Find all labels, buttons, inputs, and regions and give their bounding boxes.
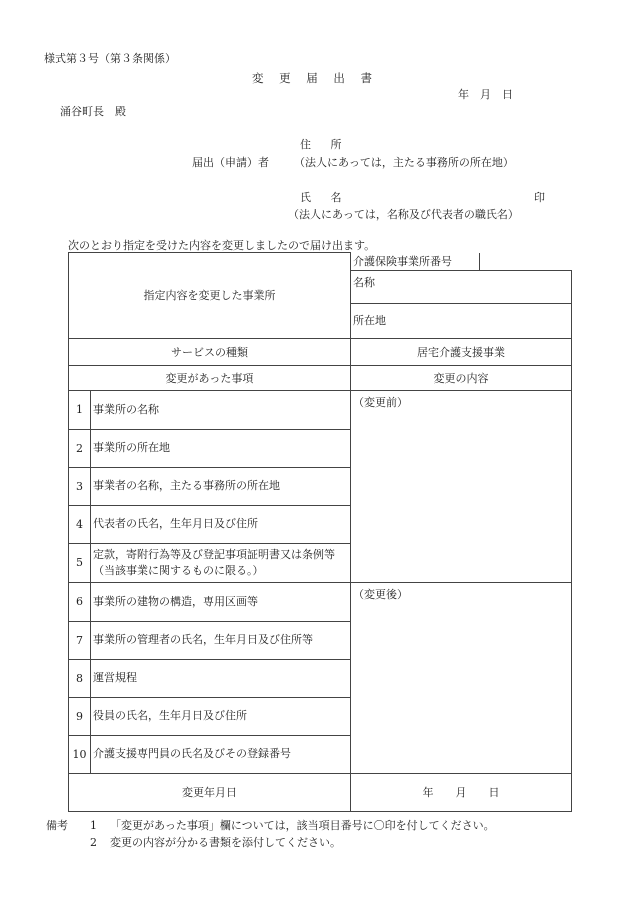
form-number: 様式第３号（第３条関係）	[44, 52, 176, 65]
addressee: 涌谷町長 殿	[60, 105, 126, 118]
note-number: 1	[90, 819, 97, 832]
service-type-value: 居宅介護支援事業	[351, 338, 572, 365]
item-number[interactable]: 5	[69, 543, 91, 582]
item-label: 事業所の管理者の氏名，生年月日及び住所等	[91, 621, 351, 659]
office-number-cell	[351, 253, 572, 271]
item-number[interactable]: 6	[69, 582, 91, 621]
item-number[interactable]: 9	[69, 697, 91, 735]
item-label: 事業所の名称	[91, 390, 351, 429]
office-location-cell[interactable]	[351, 303, 572, 338]
service-type-label: サービスの種類	[69, 338, 351, 365]
item-number[interactable]: 2	[69, 429, 91, 467]
office-header: 指定内容を変更した事業所	[143, 289, 276, 303]
document-title: 変 更 届 出 書	[251, 71, 379, 85]
item-number[interactable]: 4	[69, 505, 91, 543]
item-number[interactable]: 8	[69, 659, 91, 697]
item-number[interactable]: 7	[69, 621, 91, 659]
name-note: （法人にあっては，名称及び代表者の職氏名）	[288, 208, 519, 221]
note-number: 2	[90, 836, 97, 849]
submission-date: 年 月 日	[458, 88, 513, 101]
item-label: 役員の氏名，生年月日及び住所	[91, 697, 351, 735]
office-number-label: 介護保険事業所番号	[351, 253, 480, 270]
office-header-cell	[69, 253, 351, 339]
applicant-label: 届出（申請）者	[192, 156, 269, 169]
office-name-label: 名称	[353, 275, 375, 289]
note-text: 「変更があった事項」欄については，該当項目番号に〇印を付してください。	[110, 819, 495, 832]
item-label: 事業所の所在地	[91, 429, 351, 467]
seal-mark: 印	[534, 191, 545, 204]
change-date-value[interactable]: 年 月 日	[351, 773, 572, 811]
before-change-cell[interactable]	[351, 390, 572, 582]
change-date-label: 変更年月日	[69, 773, 351, 811]
item-number[interactable]: 3	[69, 467, 91, 505]
note-text: 変更の内容が分かる書類を添付してください。	[110, 836, 341, 849]
after-change-cell[interactable]	[351, 582, 572, 773]
notes-label: 備考	[46, 819, 68, 832]
item-label: 定款，寄附行為等及び登記事項証明書又は条例等（当該事業に関するものに限る。）	[91, 543, 351, 582]
change-form-table	[68, 252, 572, 812]
intro-text: 次のとおり指定を受けた内容を変更しましたので届け出ます。	[68, 239, 376, 252]
notes	[46, 817, 495, 851]
after-change-label: （変更後）	[353, 587, 408, 601]
item-label: 代表者の氏名，生年月日及び住所	[91, 505, 351, 543]
item-label: 運営規程	[91, 659, 351, 697]
applicant-note: （法人にあっては，主たる事務所の所在地）	[294, 156, 514, 169]
before-change-label: （変更前）	[353, 395, 408, 409]
item-number[interactable]: 10	[69, 735, 91, 773]
item-label: 事業者の名称，主たる事務所の所在地	[91, 467, 351, 505]
address-label: 住 所	[300, 138, 350, 151]
item-label: 介護支援専門員の氏名及びその登録番号	[91, 735, 351, 773]
item-label: 事業所の建物の構造，専用区画等	[91, 582, 351, 621]
office-location-label: 所在地	[353, 313, 386, 327]
item-number[interactable]: 1	[69, 390, 91, 429]
name-label: 氏 名	[300, 191, 350, 204]
office-name-cell[interactable]	[351, 270, 572, 303]
changed-items-header: 変更があった事項	[69, 365, 351, 390]
change-content-header: 変更の内容	[351, 365, 572, 390]
office-number-input[interactable]	[480, 253, 572, 270]
